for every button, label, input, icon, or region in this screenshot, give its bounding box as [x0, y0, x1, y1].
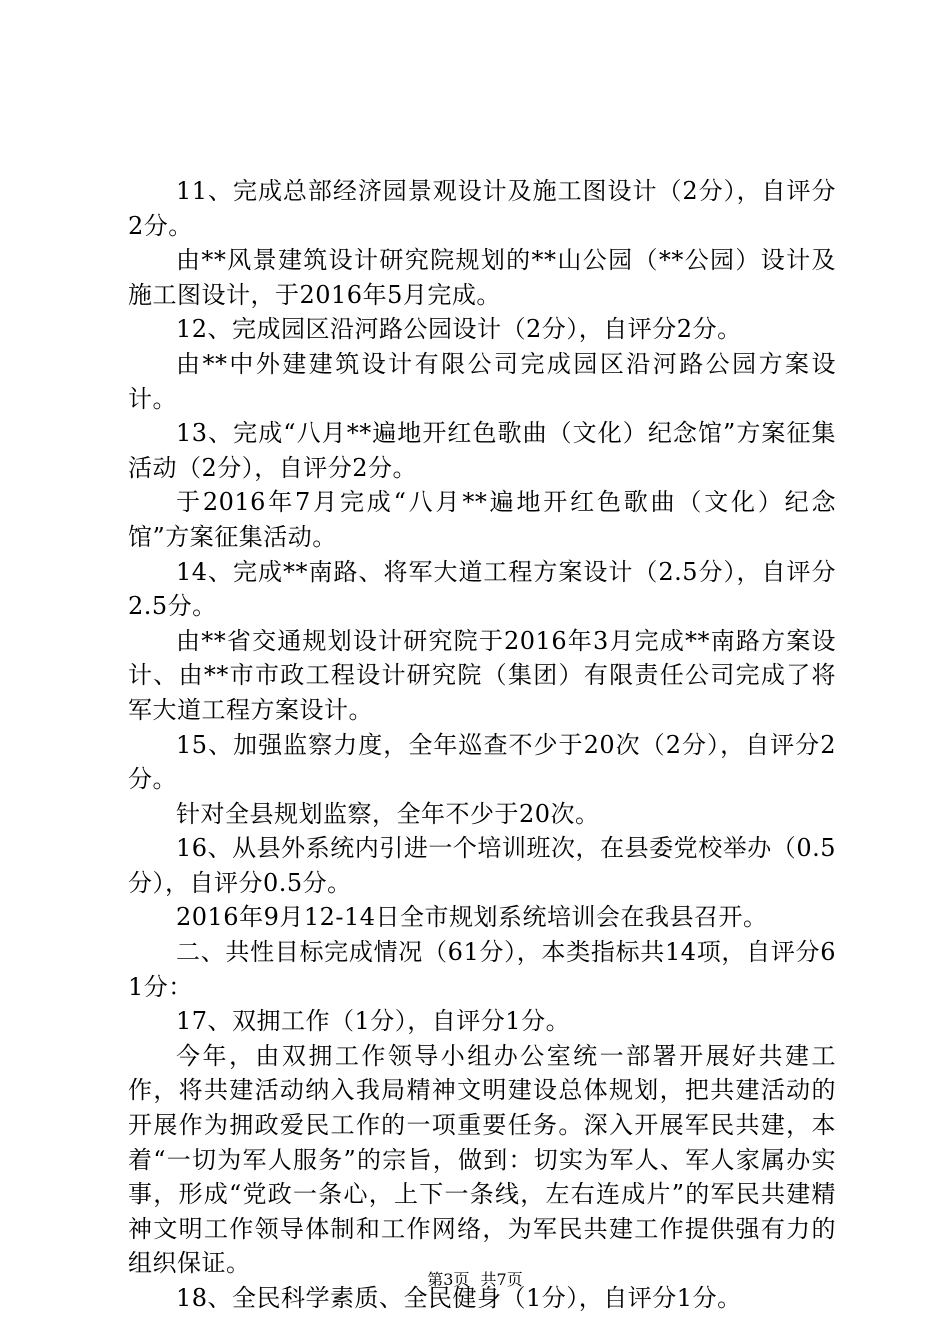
- paragraph: 二、共性目标完成情况（61分），本类指标共14项，自评分61分：: [128, 938, 836, 1001]
- paragraph: 11、完成总部经济园景观设计及施工图设计（2分），自评分2分。: [128, 177, 836, 240]
- paragraph: 18、全民科学素质、全民健身（1分），自评分1分。: [176, 1284, 742, 1312]
- paragraph: 由**中外建建筑设计有限公司完成园区沿河路公园方案设计。: [128, 349, 836, 413]
- paragraph: 由**风景建筑设计研究院规划的**山公园（**公园）设计及施工图设计，于2016年5月完成。: [128, 246, 836, 309]
- paragraph: 14、完成**南路、将军大道工程方案设计（2.5分），自评分2.5分。: [128, 557, 836, 621]
- paragraph: 于2016年7月完成“八月**遍地开红色歌曲（文化）纪念馆”方案征集活动。: [128, 488, 836, 551]
- page-total: 共7页: [480, 1270, 523, 1289]
- paragraph: 13、完成“八月**遍地开红色歌曲（文化）纪念馆”方案征集活动（2分），自评分2分。: [128, 419, 836, 482]
- page-footer: [0, 1270, 950, 1290]
- document-body: [128, 174, 836, 1316]
- paragraph: 由**省交通规划设计研究院于2016年3月完成**南路方案设计、由**市市政工程设计研究院（集团）有限责任公司完成了将军大道工程方案设计。: [128, 626, 836, 724]
- paragraph: 16、从县外系统内引进一个培训班次，在县委党校举办（0.5分），自评分0.5分。: [128, 834, 836, 897]
- paragraph: 15、加强监察力度，全年巡查不少于20次（2分），自评分2分。: [128, 730, 836, 794]
- page-number: 第3页: [427, 1270, 470, 1289]
- paragraph: 今年，由双拥工作领导小组办公室统一部署开展好共建工作，将共建活动纳入我局精神文明建设总体规划，把共建活动的开展作为拥政爱民工作的一项重要任务。深入开展军民共建，本着“一切为军人服务”的宗旨，做到：切实为军人、军人家属办实事，形成“党政一条心，上下一条线，左右连成片”的军民共建精神文明工作领导体制和工作网络，为军民共建工作提供强有力的组织保证。: [128, 1041, 836, 1278]
- paragraph: 12、完成园区沿河路公园设计（2分），自评分2分。: [176, 315, 742, 344]
- paragraph: 17、双拥工作（1分），自评分1分。: [176, 1007, 571, 1036]
- paragraph: 2016年9月12-14日全市规划系统培训会在我县召开。: [176, 903, 768, 932]
- paragraph: 针对全县规划监察，全年不少于20次。: [176, 799, 600, 828]
